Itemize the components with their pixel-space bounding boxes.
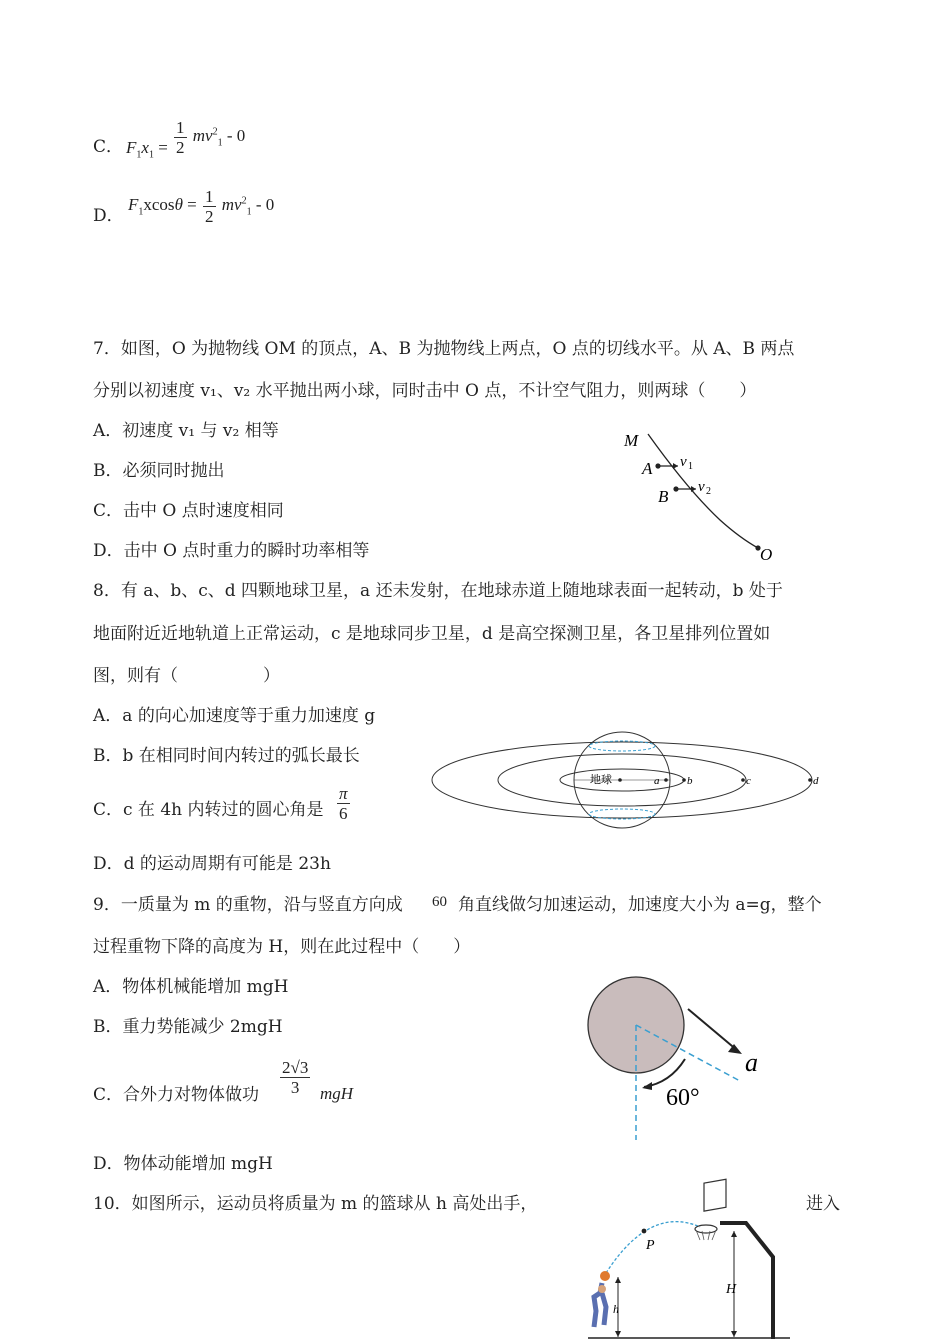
label-o: O <box>760 545 773 564</box>
label-d: d <box>813 775 819 787</box>
q10-basketball-figure <box>580 1205 795 1342</box>
label-v2: v <box>698 479 705 495</box>
label-b: b <box>687 775 693 787</box>
q6-option-d-formula: $F_1xcos\theta$ = $\frac{1}{2}$ $mv^2_1 - 0$ <box>128 187 275 226</box>
q7-stem-line1: 7．如图，O 为抛物线 OM 的顶点，A、B 为抛物线上两点，O 点的切线水平。从 A、B 两点 <box>93 339 795 359</box>
q8-stem-line3: 图，则有（ ） <box>93 666 280 686</box>
q8-option-a: A．a 的向心加速度等于重力加速度 g <box>93 706 376 726</box>
label-p: P <box>646 1238 655 1253</box>
sat-c <box>741 778 745 782</box>
point-p <box>642 1229 647 1234</box>
q8-orbit-figure <box>430 730 830 830</box>
q8-option-d: D．d 的运动周期有可能是 23h <box>93 854 331 874</box>
backboard <box>704 1179 726 1211</box>
q7-option-a: A．初速度 v₁ 与 v₂ 相等 <box>93 421 279 441</box>
q10-stem-line1: 10．如图所示，运动员将质量为 m 的篮球从 h 高处出手， <box>93 1194 538 1214</box>
q9-stem-angle: 60 <box>432 894 447 910</box>
label-b: B <box>658 487 669 506</box>
q8-option-c: C．c 在 4h 内转过的圆心角是 <box>93 800 324 820</box>
sat-d <box>808 778 812 782</box>
basketball <box>600 1271 610 1281</box>
q6-option-c-label: C． <box>93 137 124 157</box>
q8-stem-line2: 地面附近近地轨道上正常运动，c 是地球同步卫星，d 是高空探测卫星，各卫星排列位置如 <box>93 624 771 644</box>
sat-a <box>664 778 668 782</box>
q7-parabola-figure <box>600 420 800 570</box>
q7-option-d: D．击中 O 点时重力的瞬时功率相等 <box>93 541 370 561</box>
hoop <box>695 1225 717 1233</box>
q8-option-c-fraction: $\frac{\pi}{6}$ <box>339 784 348 823</box>
label-v1-sub: 1 <box>688 461 693 472</box>
label-v1: v <box>680 454 687 470</box>
q9-option-d: D．物体动能增加 mgH <box>93 1154 273 1174</box>
label-c: c <box>746 775 751 787</box>
label-v2-sub: 2 <box>706 486 711 497</box>
label-a: a <box>654 775 660 787</box>
q7-stem-line2: 分别以初速度 v₁、v₂ 水平抛出两小球，同时击中 O 点，不计空气阻力，则两球（ ） <box>93 381 757 401</box>
label-a: a <box>745 1048 758 1077</box>
label-h-small: h <box>613 1302 619 1316</box>
label-m: M <box>624 431 639 450</box>
q9-stem-line1-b: 角直线做匀加速运动，加速度大小为 a=g，整个 <box>458 895 822 915</box>
q8-stem-line1: 8．有 a、b、c、d 四颗地球卫星，a 还未发射，在地球赤道上随地球表面一起转动，b 处于 <box>93 581 783 601</box>
q6-option-c-formula: $F_1x_1$ = $\frac{1}{2}$ $mv^2_1 - 0$ <box>126 118 246 161</box>
label-a: A <box>642 459 653 478</box>
label-60: 60° <box>666 1085 700 1111</box>
q9-option-c-fraction: $\frac{2√3}{3}$ <box>282 1058 309 1097</box>
q7-option-c: C．击中 O 点时速度相同 <box>93 501 284 521</box>
q9-option-c: C．合外力对物体做功 <box>93 1085 260 1105</box>
q9-stem-line1-a: 9．一质量为 m 的重物，沿与竖直方向成 <box>93 895 403 915</box>
q9-option-a: A．物体机械能增加 mgH <box>93 977 289 997</box>
label-earth: 地球 <box>590 773 612 786</box>
q9-option-b: B．重力势能减少 2mgH <box>93 1017 283 1037</box>
q8-option-b: B．b 在相同时间内转过的弧长最长 <box>93 746 360 766</box>
hoop-stand <box>720 1223 773 1339</box>
q9-option-c-tail: mgH <box>320 1084 354 1103</box>
acceleration-arrow <box>688 1009 738 1051</box>
sat-b <box>682 778 686 782</box>
q7-option-b: B．必须同时抛出 <box>93 461 225 481</box>
q10-stem-line1-end: 进入 <box>806 1194 840 1214</box>
q6-option-d-label: D． <box>93 206 124 226</box>
q9-ball-figure <box>580 965 800 1155</box>
q9-stem-line2: 过程重物下降的高度为 H，则在此过程中（ ） <box>93 937 471 957</box>
label-h-big: H <box>726 1282 737 1297</box>
